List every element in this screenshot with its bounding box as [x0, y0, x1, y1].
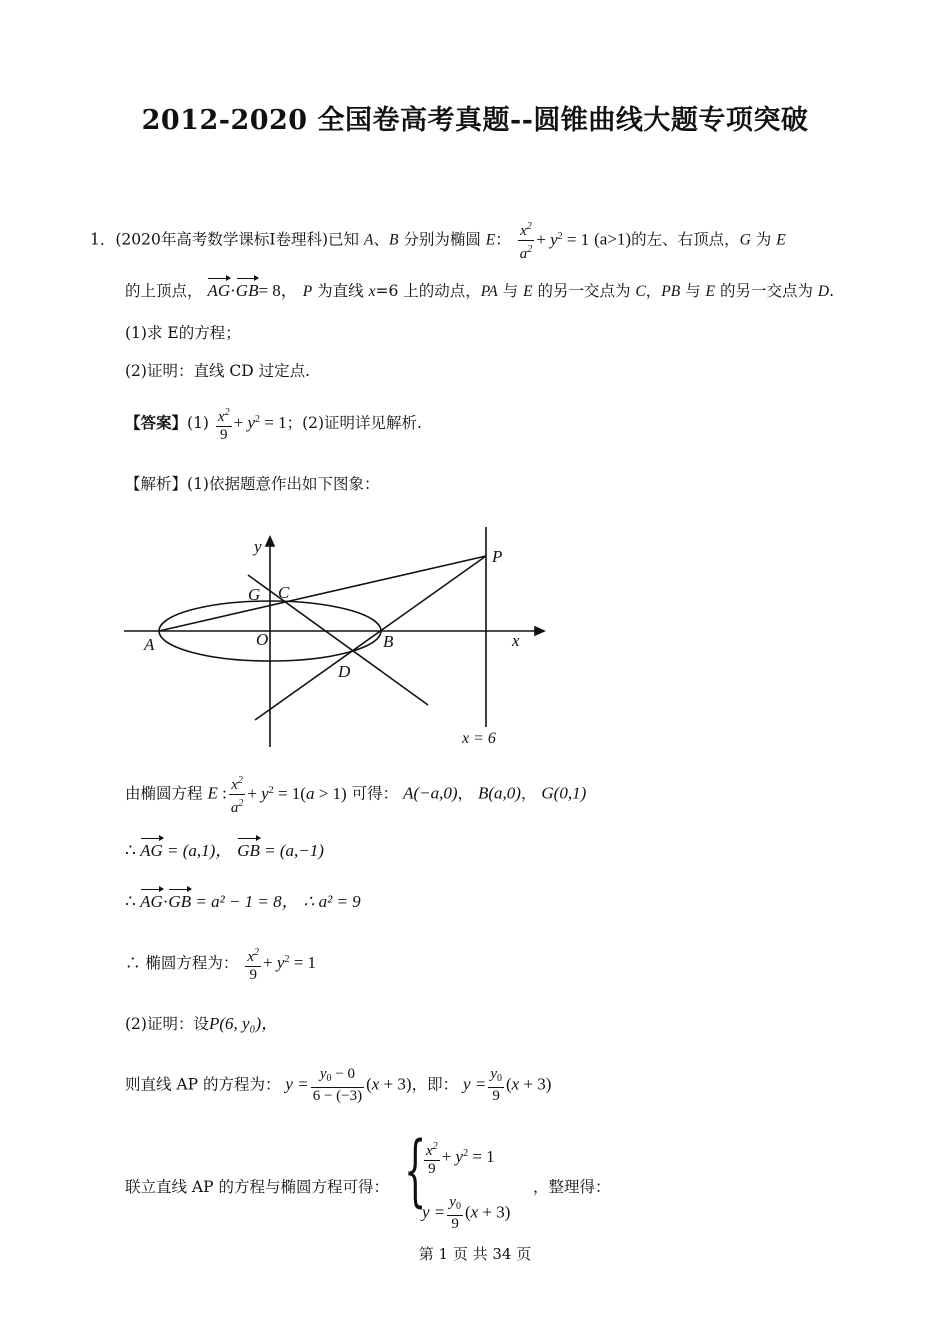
text-E: E [485, 231, 496, 249]
line-AP-equation: 则直线 AP 的方程为： y = $\frac{y_0 - 0}{6 - (-3)}$ (x + 3)，即： y = $\frac{y_0}{9}$ (x + 3) [125, 1066, 552, 1104]
fraction-x2-9-step: $\frac{x^2}{9}$ [245, 944, 261, 984]
step1-prefix: 由椭圆方程 [125, 784, 203, 803]
step1-mid: 可得： [351, 784, 399, 803]
step-dot-product: ∴ AG·GB = a² − 1 = 8， ∴ a² = 9 [125, 892, 361, 911]
step-vectors: ∴ AG = (a,1)， GB = (a,−1) [125, 841, 324, 860]
part2-setup [125, 1013, 278, 1035]
line-AP-mid: ，即： [411, 1075, 459, 1094]
fraction-y0-9: $\frac{y_0}{9}$ [490, 1066, 502, 1104]
vector-GB-value: = (a,−1) [264, 841, 324, 860]
ellipse-figure [110, 515, 550, 755]
text-comma: ， [645, 282, 662, 300]
problem-source: (2020年高考数学课标Ⅰ卷理科)已知 [115, 230, 360, 249]
point-A: A(−a,0) [403, 783, 458, 803]
text-E3: E [523, 283, 533, 300]
text-P: P [302, 283, 313, 300]
label-C: C [278, 583, 290, 602]
question-2: (2)证明：直线 CD 过定点. [125, 362, 311, 380]
question-1: (1)求 E的方程； [125, 324, 241, 342]
answer-line: 【答案】(1) $\frac{x^2}{9}$ + $y^2 = 1$；(2)证明详见解析. [125, 404, 422, 444]
answer-label: 【答案】 [125, 413, 188, 432]
problem-line-1: 1．(2020年高考数学课标Ⅰ卷理科)已知 A、B 分别为椭圆 E： $\frac{x^2}{a^2}$ + $y^2 = 1$ (a>1)的左、右顶点，G 为 E [90, 218, 786, 263]
text-is: 为 [750, 230, 777, 249]
text-colon: ： [495, 230, 511, 249]
text-G: G [739, 231, 751, 249]
text-other: 的另一交点为 [532, 282, 636, 300]
page-title: 2012-2020 全国卷高考真题--圆锥曲线大题专项突破 [141, 105, 809, 136]
system-eq-2: y = $\frac{y_0}{9}$ (x + 3) [422, 1194, 511, 1232]
text-period: . [829, 282, 835, 300]
condition-a: (a>1) [594, 229, 632, 249]
fraction-x2-a2: $\frac{x^2}{a^2}$ [518, 218, 535, 263]
label-A: A [144, 635, 155, 654]
label-x: x [512, 631, 520, 650]
text-sep: 、 [373, 230, 389, 249]
label-B: B [383, 632, 394, 651]
label-y: y [254, 537, 262, 556]
text-C: C [635, 283, 646, 300]
label-x-equals-6: x = 6 [462, 730, 496, 747]
text-D: D [817, 283, 830, 300]
analysis-label: 【解析】 [125, 475, 188, 493]
dot-product-AG-GB: AG·GB [207, 281, 259, 300]
text-top-vertex: 的上顶点， [125, 282, 203, 300]
text-ellipse: 分别为椭圆 [398, 230, 486, 249]
system-suffix: ，整理得： [533, 1178, 611, 1196]
analysis-intro-text: (1)依据题意作出如下图象： [187, 475, 380, 493]
text-E4: E [705, 283, 716, 300]
system-prefix: 联立直线 AP 的方程与椭圆方程可得： [125, 1178, 389, 1196]
step4-prefix: ∴ 椭圆方程为： [125, 954, 239, 972]
text-A: A [363, 231, 374, 249]
label-D: D [338, 662, 351, 681]
text-other2: 的另一交点为 [715, 282, 818, 300]
system-eq-1: $\frac{x^2}{9}$ + $y^2 = 1$ [422, 1138, 495, 1178]
line-PA [159, 556, 486, 631]
text-vertices: 的左、右顶点， [631, 230, 740, 249]
page-footer: 第 1 页 共 34 页 [418, 1245, 532, 1263]
vector-AG-value: = (a,1)， [167, 841, 233, 860]
line-CD [248, 575, 428, 705]
label-G: G [248, 585, 261, 604]
system-brace: { [404, 1126, 427, 1216]
text-line: 为直线 [312, 282, 369, 300]
analysis-intro [125, 473, 379, 495]
text-B: B [388, 231, 399, 249]
answer-part1-prefix: (1) [187, 414, 209, 432]
text-x: x [368, 283, 376, 300]
dot-product-expression: = a² − 1 = 8， [195, 892, 299, 911]
text-x6: =6 上的动点， [375, 282, 481, 300]
problem-line-2 [125, 280, 834, 303]
step-ellipse-equation: 由椭圆方程 E : $\frac{x^2}{a^2}$ + $y^2 = 1(a > 1)$ 可得： A(−a,0)， B(a,0)， G(0,1) [125, 772, 586, 817]
part2-prefix: (2)证明：设 [125, 1015, 209, 1033]
point-B: B(a,0) [477, 783, 521, 803]
answer-part2: ；(2)证明详见解析. [286, 414, 422, 432]
text-and: 与 [497, 282, 524, 300]
point-P: P(6, y₀)， [208, 1014, 279, 1033]
label-P: P [492, 547, 503, 566]
text-PA: PA [480, 283, 498, 300]
line-PB [255, 556, 486, 720]
x-axis-arrow [535, 627, 544, 635]
text-and2: 与 [680, 282, 706, 300]
fraction-slope: $\frac{y_0 - 0}{6 - (-3)}$ [312, 1066, 363, 1104]
step-ellipse-result: ∴ 椭圆方程为： $\frac{x^2}{9}$ + $y^2 = 1$ [125, 944, 316, 984]
problem-number: 1． [90, 230, 116, 249]
text-eq8: = 8， [258, 281, 298, 300]
a-squared-result: ∴ a² = 9 [303, 892, 361, 911]
point-G: G(0,1) [541, 783, 587, 803]
y-axis-arrow [266, 537, 274, 546]
fraction-x2-a2-step: $\frac{x^2}{a^2}$ [229, 772, 246, 817]
label-O: O [256, 630, 269, 649]
line-AP-prefix: 则直线 AP 的方程为： [125, 1075, 281, 1094]
fraction-x2-9: $\frac{x^2}{9}$ [216, 404, 232, 444]
text-E2: E [776, 231, 786, 249]
text-PB: PB [661, 283, 681, 300]
